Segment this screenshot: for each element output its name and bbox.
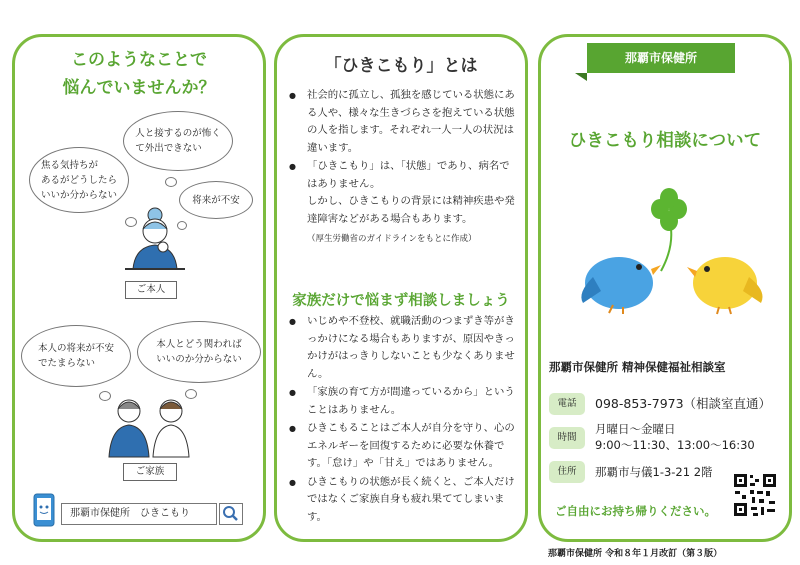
panel1-title-line1: このようなことで <box>71 50 207 70</box>
thought-cloud: 将来が不安 <box>179 181 253 219</box>
family-illustration <box>101 395 201 461</box>
about-hikikomori-panel <box>274 34 528 542</box>
panel1-title-line2: 悩んでいませんか？ <box>62 78 216 98</box>
source-note: （厚生労働省のガイドラインをもとに作成） <box>307 234 477 244</box>
family-tag: ご家族 <box>123 463 177 481</box>
list-item: ● ひきこもりの状態が長く続くと、ご本人だけではなくご家族自身も疲れ果ててしまいます。 <box>289 474 515 527</box>
office-banner: 那覇市保健所 <box>587 43 735 73</box>
panel2-title: 「ひきこもり」とは <box>324 56 478 76</box>
worried-person-illustration <box>119 207 189 277</box>
birds-clover-illustration <box>557 187 777 315</box>
search-input[interactable]: 那覇市保健所 ひきこもり <box>61 503 217 525</box>
panel3-title: ひきこもり相談について <box>568 131 762 151</box>
phone-label: 電話 <box>549 393 585 415</box>
list-item: ● 「ひきこもり」は、「状態」であり、病名ではありません。 しかし、ひきこもりの背景には精神疾患や発達障害などがある場合もあります。 <box>289 158 515 228</box>
take-free-note: ご自由にお持ち帰りください。 <box>555 504 716 518</box>
footer-revision: 那覇市保健所 令和８年１月改訂（第３版） <box>548 549 723 559</box>
office-name: 那覇市保健所 精神保健福祉相談室 <box>549 360 726 374</box>
thought-bubble-dot <box>165 177 177 187</box>
panel2-subtitle: 家族だけで悩まず相談しましょう <box>292 293 510 309</box>
smartphone-icon <box>33 493 55 527</box>
consultation-panel <box>538 34 792 542</box>
list-item: ● ひきこもることはご本人が自分を守り、心のエネルギーを回復するために必要な休養です。「怠け」や「甘え」ではありません。 <box>289 420 515 473</box>
office-hours: 月曜日～金曜日 9:00～11:30、13:00～16:30 <box>595 422 755 452</box>
hours-label: 時間 <box>549 427 585 449</box>
phone-number[interactable]: 098-853-7973（相談室直通） <box>595 396 772 411</box>
list-item: ● 社会的に孤立し、孤独を感じている状態にある人や、様々な生きづらさを抱えている状態の人を指します。それぞれ一人一人の状況は違います。 <box>289 87 515 157</box>
person-tag: ご本人 <box>125 281 177 299</box>
list-item: ● いじめや不登校、就職活動のつまずき等がきっかけになる場合もありますが、原因やきっかけがはっきりしないことも少なくありません。 <box>289 313 515 383</box>
thought-cloud: 本人とどう関われば いいのか分からない <box>137 321 261 383</box>
qr-code[interactable] <box>733 473 777 517</box>
advice-list <box>289 313 515 526</box>
list-item: ● 「家族の育て方が間違っているから」ということはありません。 <box>289 384 515 419</box>
address-label: 住所 <box>549 461 585 483</box>
thought-cloud: 本人の将来が不安 でたまらない <box>21 325 131 387</box>
banner-fold <box>575 73 587 81</box>
thought-cloud: 焦る気持ちが あるがどうしたら いいか分からない <box>29 147 129 213</box>
office-address: 那覇市与儀1-3-21 2階 <box>595 465 713 479</box>
thought-cloud: 人と接するのが怖く て外出できない <box>123 111 233 171</box>
search-button[interactable] <box>219 503 243 525</box>
worries-panel <box>12 34 266 542</box>
definition-list <box>289 87 515 228</box>
search-icon <box>220 504 240 522</box>
